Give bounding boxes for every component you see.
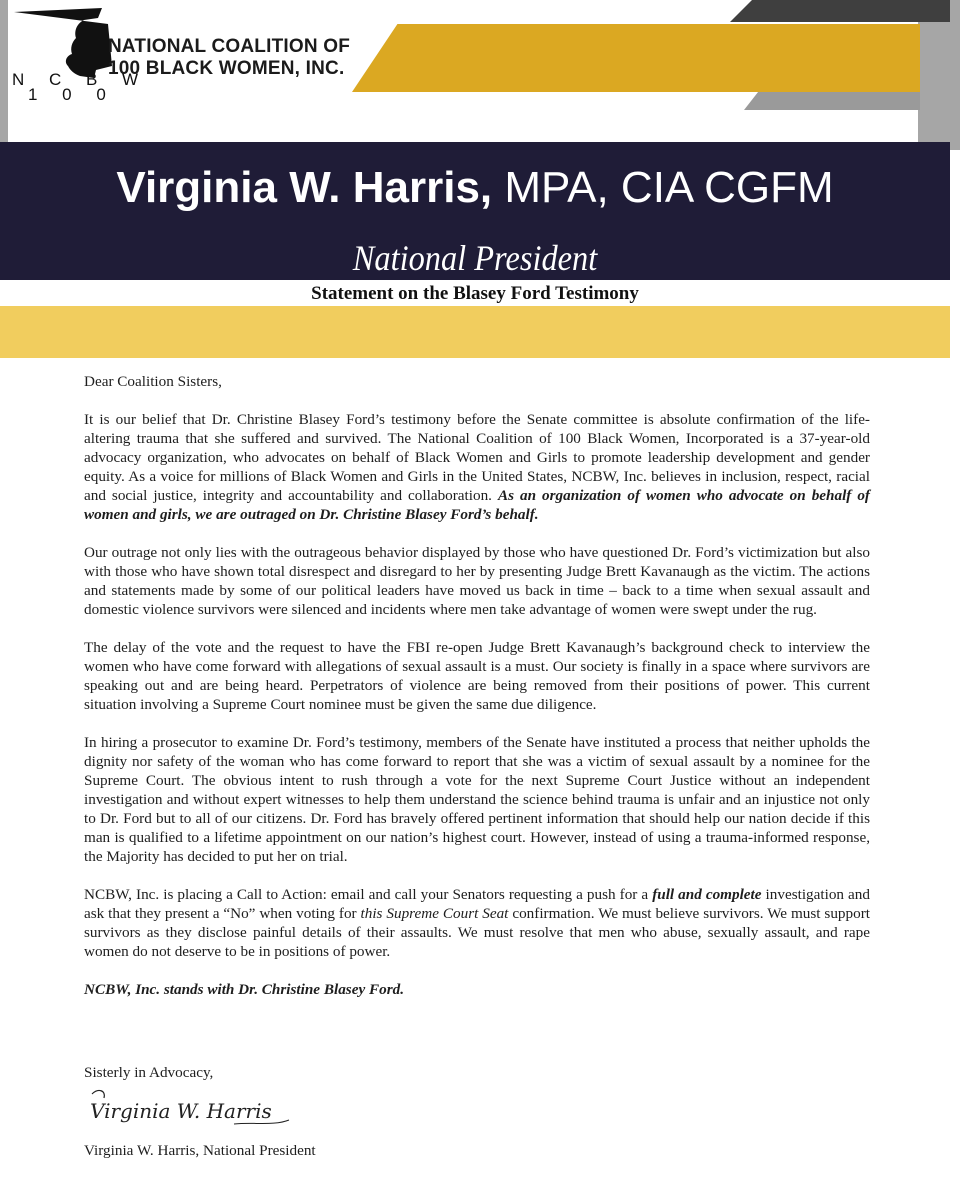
gold-accent-bar <box>352 24 920 92</box>
p5-d: this Supreme Court Seat <box>360 905 509 922</box>
president-credentials: MPA, CIA CGFM <box>504 163 834 212</box>
statement-title: Statement on the Blasey Ford Testimony <box>311 283 639 304</box>
right-border <box>918 0 960 150</box>
president-name-heading <box>0 162 950 214</box>
signature-image <box>84 1082 304 1140</box>
gray-accent-stripe <box>744 92 920 110</box>
p5-a: NCBW, Inc. is placing a Call to Action: email and call your Senators requesting a push for a <box>84 886 653 903</box>
paragraph-5 <box>84 885 870 961</box>
closing: Sisterly in Advocacy, <box>84 1064 214 1081</box>
signature-text: Virginia W. Harris <box>90 1099 272 1123</box>
p5-b: full and complete <box>652 886 762 903</box>
paragraph-2: Our outrage not only lies with the outrageous behavior displayed by those who have questioned Dr. Ford’s victimization but also with those who have shown total disrespect and disregard to her by presenting Judge Brett Kavanaugh as the victim. The actions and statements made by some of our political leaders have moved us back in time – back to a time when sexual assault and domestic violence survivors were silenced and incidents where men take advantage of women were swept under the rug. <box>84 544 870 618</box>
president-name: Virginia W. Harris, <box>116 163 493 212</box>
paragraph-1-text: It is our belief that Dr. Christine Blasey Ford’s testimony before the Senate committee is absolute confirmation of the life-altering trauma that she suffered and survived. The National Coalition of 100 Black Women, Incorporated is a 37-year-old advocacy organization, who advocates on behalf of Black Women and Girls to promote leadership development and gender equity. As a voice for millions of Black Women and Girls in the United States, NCBW, Inc. believes in inclusion, respect, racial and social justice, integrity and accountability and collaboration. <box>84 411 870 504</box>
yellow-band <box>0 306 950 358</box>
logo-acronym: N C B W <box>12 70 149 89</box>
president-title: National President <box>352 238 598 278</box>
logo-number: 1 0 0 <box>28 85 116 104</box>
paragraph-3: The delay of the vote and the request to have the FBI re-open Judge Brett Kavanaugh’s background check to interview the women who have come forward with allegations of sexual assault is a must. Our society is finally in a space where survivors are speaking out and are being heard. Perpetrators of violence are being removed from their positions of power. This current situation involving a Supreme Court nominee must be given the same due diligence. <box>84 639 870 713</box>
salutation: Dear Coalition Sisters, <box>84 373 222 390</box>
paragraph-6: NCBW, Inc. stands with Dr. Christine Blasey Ford. <box>84 981 405 998</box>
dark-accent-stripe <box>730 0 950 22</box>
org-name-line1: NATIONAL COALITION OF <box>108 36 351 57</box>
paragraph-4: In hiring a prosecutor to examine Dr. Ford’s testimony, members of the Senate have instituted a process that neither upholds the dignity nor safety of the woman who has come forward to report that she was a victim of sexual assault by a nominee for the Supreme Court. The obvious intent to rush through a vote for the next Supreme Court Justice without an independent investigation and without expert witnesses to help them understand the science behind trauma is unfair and an injustice not only to Dr. Ford but to all of our citizens. Dr. Ford has bravely offered pertinent information that should help our nation decide if this man is qualified to a lifetime appointment on our nation’s highest court. However, instead of using a trauma-informed response, the Majority has decided to put her on trial. <box>84 734 870 865</box>
paragraph-1 <box>84 410 870 524</box>
signer-name: Virginia W. Harris, National President <box>84 1142 316 1159</box>
p5-e: confirmation. We must believe survivors. We must support survivors as they disclose painful details of their assaults. We must resolve that men who abuse, sexually assault, and rape women do not deserve to be in positions of power. <box>84 905 870 960</box>
org-name-line2: 100 BLACK WOMEN, INC. <box>108 58 345 79</box>
letter-body <box>84 372 870 1018</box>
left-border <box>0 0 8 150</box>
p5-c: investigation and ask that they present a “No” when voting for <box>84 886 870 922</box>
paragraph-1-emphasis: As an organization of women who advocate on behalf of women and girls, we are outraged on Dr. Christine Blasey Ford’s behalf. <box>84 487 870 523</box>
organization-name <box>108 36 350 80</box>
